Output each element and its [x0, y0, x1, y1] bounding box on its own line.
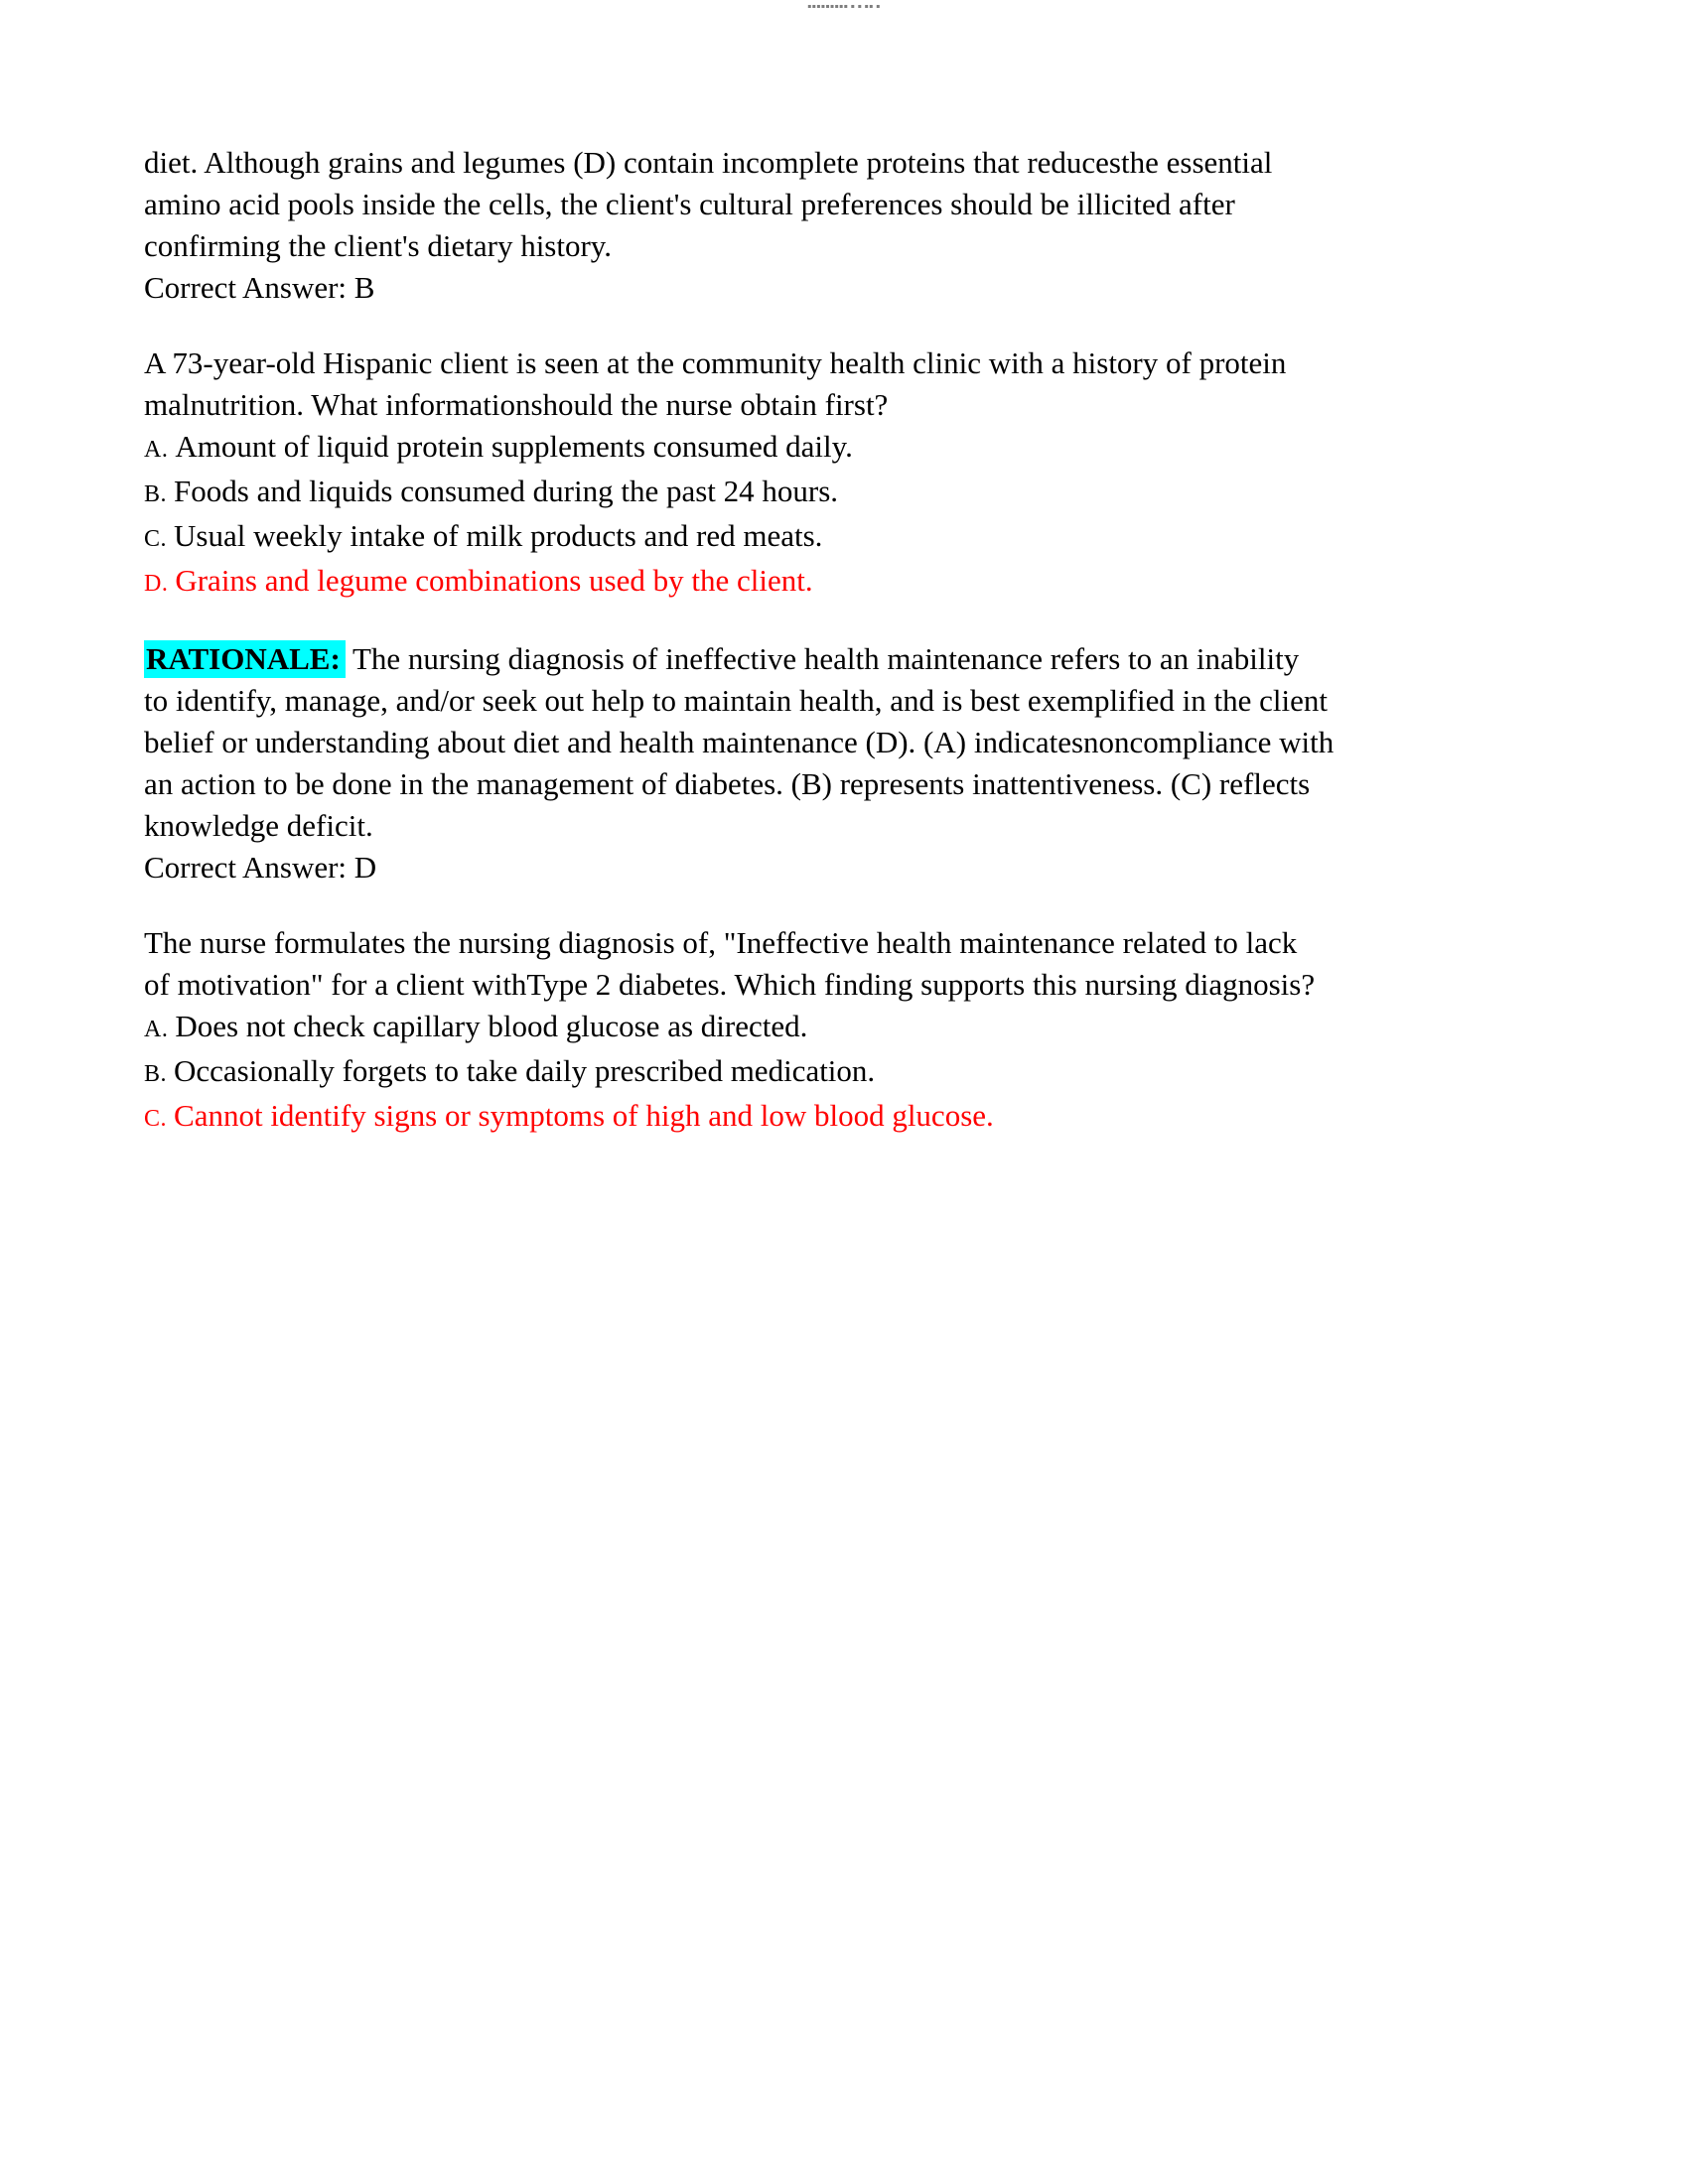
rationale-label-highlighted: RATIONALE:: [144, 640, 346, 678]
option-text: Foods and liquids consumed during the past 24 hours.: [174, 474, 839, 508]
option-text: Grains and legume combinations used by the client.: [175, 563, 813, 598]
rationale-text: The nursing diagnosis of ineffective health maintenance refers to an inability: [352, 641, 1300, 676]
watermark-illegible-text: ▪▪▪▪▪▪▪▪▪ ▪ ▪ ▪▪ ▪: [807, 3, 881, 10]
body-text-line: diet. Although grains and legumes (D) contain incomplete proteins that reducesthe essential: [144, 145, 1273, 180]
option-letter: C.: [144, 526, 168, 552]
option-letter: A.: [144, 437, 169, 463]
question-block-1: [144, 342, 1554, 605]
answer-option-c-red: [144, 1095, 1554, 1140]
answer-option-a: [144, 1006, 1554, 1050]
question-stem-line: The nurse formulates the nursing diagnosis of, "Ineffective health maintenance related to lack: [144, 925, 1298, 960]
option-letter: D.: [144, 571, 169, 597]
answer-option-d-red: [144, 560, 1554, 605]
body-text-line: confirming the client's dietary history.: [144, 228, 613, 263]
answer-option-a: [144, 426, 1554, 471]
answer-option-c: [144, 515, 1554, 560]
rationale-text-line: knowledge deficit.: [144, 808, 373, 843]
question-stem-line: A 73-year-old Hispanic client is seen at the community health clinic with a history of protein: [144, 345, 1287, 380]
body-text-line: amino acid pools inside the cells, the client's cultural preferences should be illicited after: [144, 187, 1235, 221]
option-letter: B.: [144, 1061, 168, 1087]
rationale-first-line: [144, 638, 1554, 680]
option-text: Does not check capillary blood glucose as directed.: [175, 1009, 808, 1043]
question-stem-line: malnutrition. What informationshould the nurse obtain first?: [144, 387, 889, 422]
option-text: Cannot identify signs or symptoms of high and low blood glucose.: [174, 1098, 994, 1133]
option-letter: A.: [144, 1017, 169, 1042]
option-letter: B.: [144, 481, 168, 507]
rationale-block: [144, 638, 1554, 888]
option-text: Usual weekly intake of milk products and red meats.: [174, 518, 823, 553]
option-text: Amount of liquid protein supplements consumed daily.: [175, 429, 853, 464]
previous-rationale-paragraph: [144, 142, 1554, 309]
answer-option-b: [144, 471, 1554, 515]
option-letter: C.: [144, 1106, 168, 1132]
question-block-2: [144, 922, 1554, 1140]
answer-option-b: [144, 1050, 1554, 1095]
option-text: Occasionally forgets to take daily prescribed medication.: [174, 1053, 876, 1088]
correct-answer-line: Correct Answer: D: [144, 850, 377, 885]
document-body: [144, 142, 1554, 1140]
question-stem-line: of motivation" for a client withType 2 diabetes. Which finding supports this nursing diagnosis?: [144, 967, 1316, 1002]
rationale-text-line: an action to be done in the management of diabetes. (B) represents inattentiveness. (C) reflects: [144, 766, 1311, 801]
rationale-text-line: to identify, manage, and/or seek out help to maintain health, and is best exemplified in the client: [144, 683, 1329, 718]
correct-answer-line: Correct Answer: B: [144, 270, 375, 305]
rationale-text-line: belief or understanding about diet and health maintenance (D). (A) indicatesnoncompliance with: [144, 725, 1335, 759]
